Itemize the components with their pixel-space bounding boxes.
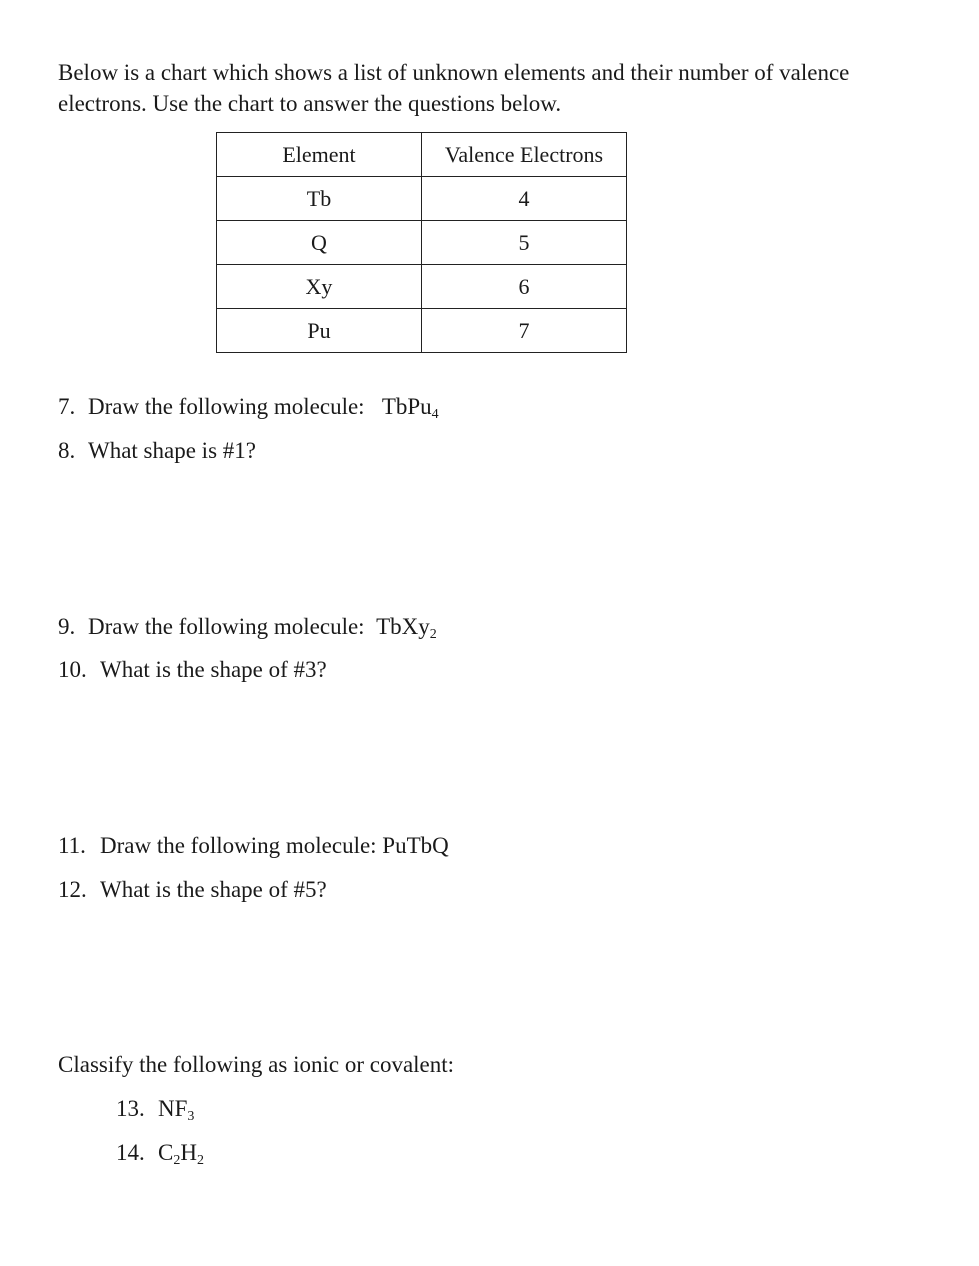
question-14 — [116, 1138, 204, 1168]
classify-heading: Classify the following as ionic or covalent: — [58, 1052, 455, 1077]
question-text: What is the shape of #5? — [100, 877, 327, 902]
table-row — [217, 265, 627, 309]
question-10 — [58, 655, 327, 685]
formula-subscript: 2 — [173, 1153, 181, 1168]
question-number: 9. — [58, 614, 76, 639]
formula: H — [180, 1140, 197, 1165]
cell-element: Pu — [217, 309, 422, 353]
question-text: What is the shape of #3? — [100, 657, 327, 682]
cell-valence: 6 — [422, 265, 627, 309]
formula: TbPu — [381, 394, 432, 419]
valence-table — [216, 132, 627, 353]
table-row — [217, 221, 627, 265]
question-number: 10. — [58, 657, 87, 682]
cell-valence: 5 — [422, 221, 627, 265]
question-text: Draw the following molecule: — [88, 614, 365, 639]
cell-valence: 4 — [422, 177, 627, 221]
table-row — [217, 309, 627, 353]
question-number: 12. — [58, 877, 87, 902]
cell-valence: 7 — [422, 309, 627, 353]
intro-line-2: electrons. Use the chart to answer the questions below. — [58, 91, 562, 116]
question-number: 8. — [58, 438, 76, 463]
question-number: 11. — [58, 833, 86, 858]
question-number: 14. — [116, 1140, 145, 1165]
question-text: Draw the following molecule: PuTbQ — [100, 833, 449, 858]
question-13 — [116, 1094, 194, 1124]
cell-element: Q — [217, 221, 422, 265]
formula-subscript: 2 — [429, 627, 437, 642]
intro-paragraph — [58, 57, 849, 119]
table-header-row — [217, 133, 627, 177]
question-12 — [58, 875, 327, 905]
question-11 — [58, 831, 449, 861]
question-9 — [58, 612, 437, 642]
question-text: What shape is #1? — [88, 438, 256, 463]
question-text: Draw the following molecule: — [88, 394, 365, 419]
intro-line-1: Below is a chart which shows a list of unknown elements and their number of valence — [58, 60, 850, 85]
formula: NF — [158, 1096, 188, 1121]
question-number: 13. — [116, 1096, 145, 1121]
formula: C — [158, 1140, 174, 1165]
formula-subscript: 4 — [431, 407, 439, 422]
table-row — [217, 177, 627, 221]
header-valence: Valence Electrons — [422, 133, 627, 177]
header-element: Element — [217, 133, 422, 177]
formula-subscript: 3 — [187, 1109, 195, 1124]
cell-element: Xy — [217, 265, 422, 309]
formula: TbXy — [376, 614, 430, 639]
question-7 — [58, 392, 439, 422]
formula-subscript: 2 — [196, 1153, 204, 1168]
question-number: 7. — [58, 394, 76, 419]
question-8 — [58, 436, 256, 466]
cell-element: Tb — [217, 177, 422, 221]
